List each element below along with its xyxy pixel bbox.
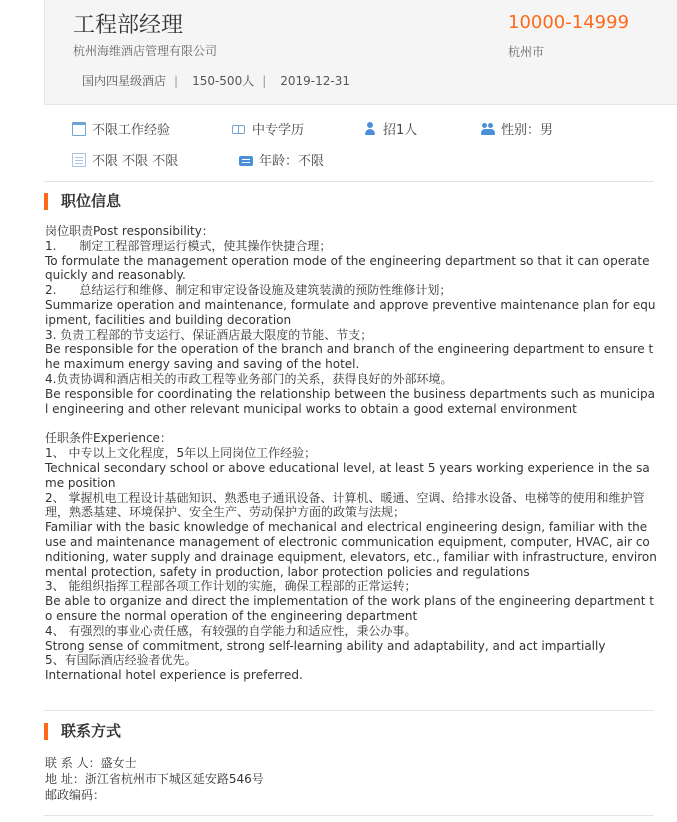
- description-line: 2. 总结运行和维修、制定和审定设备设施及建筑装潢的预防性维修计划；: [45, 283, 452, 298]
- description-line: Be responsible for coordinating the relationship between the business departments such as municipal engineering and other relevant municipal works to obtain a good external environment: [45, 386, 656, 416]
- section-title-contact: 联系方式: [44, 723, 121, 740]
- description-line: 4、 有强烈的事业心责任感，有较强的自学能力和适应性，秉公办事。: [45, 623, 417, 638]
- document-icon: [72, 153, 86, 167]
- description-line: 5、有国际酒店经验者优先。: [45, 653, 197, 668]
- divider: [44, 815, 654, 816]
- description-line: Strong sense of commitment, strong self-learning ability and adaptability, and act impartially: [45, 638, 606, 653]
- description-line: 2、 掌握机电工程设计基础知识、熟悉电子通讯设备、计算机、暖通、空调、给排水设备、电梯等的使用和维护管理，熟悉基建、环境保护、安全生产、劳动保护方面的政策与法规；: [45, 490, 645, 520]
- req-languages-label: 不限 不限 不限: [92, 154, 179, 169]
- people-icon: [481, 122, 495, 136]
- meta-separator: |: [262, 74, 267, 88]
- job-location: 杭州市: [508, 45, 545, 59]
- req-experience: [72, 119, 170, 138]
- salary: 10000-14999: [508, 12, 630, 33]
- req-education-label: 中专学历: [252, 123, 305, 138]
- job-header: [44, 0, 677, 105]
- description-line: Familiar with the basic knowledge of mechanical and electrical engineering design, familiar with the use and maintenance management of electronic communication equipment, computer, HVAC, air conditioning, water supply and drainage equipment, elevators, etc., familiar with infrastructure, environmental protection, safety in production, labor protection policies and regulations: [45, 520, 657, 579]
- req-headcount: [363, 119, 417, 138]
- job-title: 工程部经理: [73, 13, 184, 38]
- company-meta: [82, 72, 350, 89]
- description-line: Technical secondary school or above educational level, at least 5 years working experience in the same position: [45, 460, 650, 490]
- company-type: 国内四星级酒店: [82, 74, 167, 88]
- description-line: 4.负责协调和酒店相关的市政工程等业务部门的关系，获得良好的外部环境。: [45, 371, 453, 386]
- description-line: [45, 416, 657, 431]
- job-description: [45, 224, 657, 683]
- description-line: To formulate the management operation mode of the engineering department so that it can operate quickly and reasonably.: [45, 253, 654, 283]
- description-line: 3. 负责工程部的节支运行、保证酒店最大限度的节能、节支；: [45, 327, 373, 342]
- description-line: Summarize operation and maintenance, formulate and approve preventive maintenance plan for equipment, facilities and building decoration: [45, 297, 656, 327]
- divider: [44, 181, 654, 182]
- meta-separator: |: [174, 74, 179, 88]
- req-age: [239, 150, 324, 169]
- description-line: 岗位职责Post responsibility：: [45, 224, 214, 238]
- publish-date: 2019-12-31: [280, 74, 350, 88]
- company-name[interactable]: 杭州海维酒店管理有限公司: [73, 44, 218, 58]
- description-line: Be responsible for the operation of the branch and branch of the engineering department to ensure the maximum energy saving and saving of the hotel.: [45, 342, 654, 372]
- req-education: [232, 119, 304, 138]
- description-line: 3、 能组织指挥工程部各项工作计划的实施，确保工程部的正常运转；: [45, 579, 417, 594]
- section-title-job-info: 职位信息: [44, 193, 121, 210]
- req-age-label: 年龄：不限: [259, 154, 325, 169]
- description-line: International hotel experience is preferred.: [45, 668, 303, 683]
- description-line: 任职条件Experience：: [45, 431, 172, 446]
- divider: [44, 710, 654, 711]
- description-line: 1. 制定工程部管理运行模式，使其操作快捷合理；: [45, 238, 332, 253]
- contact-person: 联 系 人：盛女士: [45, 756, 137, 770]
- contact-info: [45, 755, 264, 803]
- req-gender-label: 性别：男: [501, 123, 554, 138]
- req-headcount-label: 招1人: [383, 123, 418, 138]
- calendar-icon: [72, 122, 86, 136]
- book-icon: [232, 122, 246, 136]
- person-icon: [363, 122, 377, 136]
- description-line: 1、 中专以上文化程度，5年以上同岗位工作经验；: [45, 446, 317, 461]
- company-size: 150-500人: [192, 74, 255, 88]
- description-line: Be able to organize and direct the implementation of the work plans of the engineering department to ensure the normal operation of the engineering department: [45, 594, 654, 623]
- contact-address: 地 址：浙江省杭州市下城区延安路546号: [45, 772, 264, 786]
- req-languages: [72, 150, 178, 169]
- req-gender: [481, 119, 553, 138]
- id-card-icon: [239, 156, 253, 166]
- req-experience-label: 不限工作经验: [92, 123, 171, 138]
- contact-postcode: 邮政编码：: [45, 788, 106, 802]
